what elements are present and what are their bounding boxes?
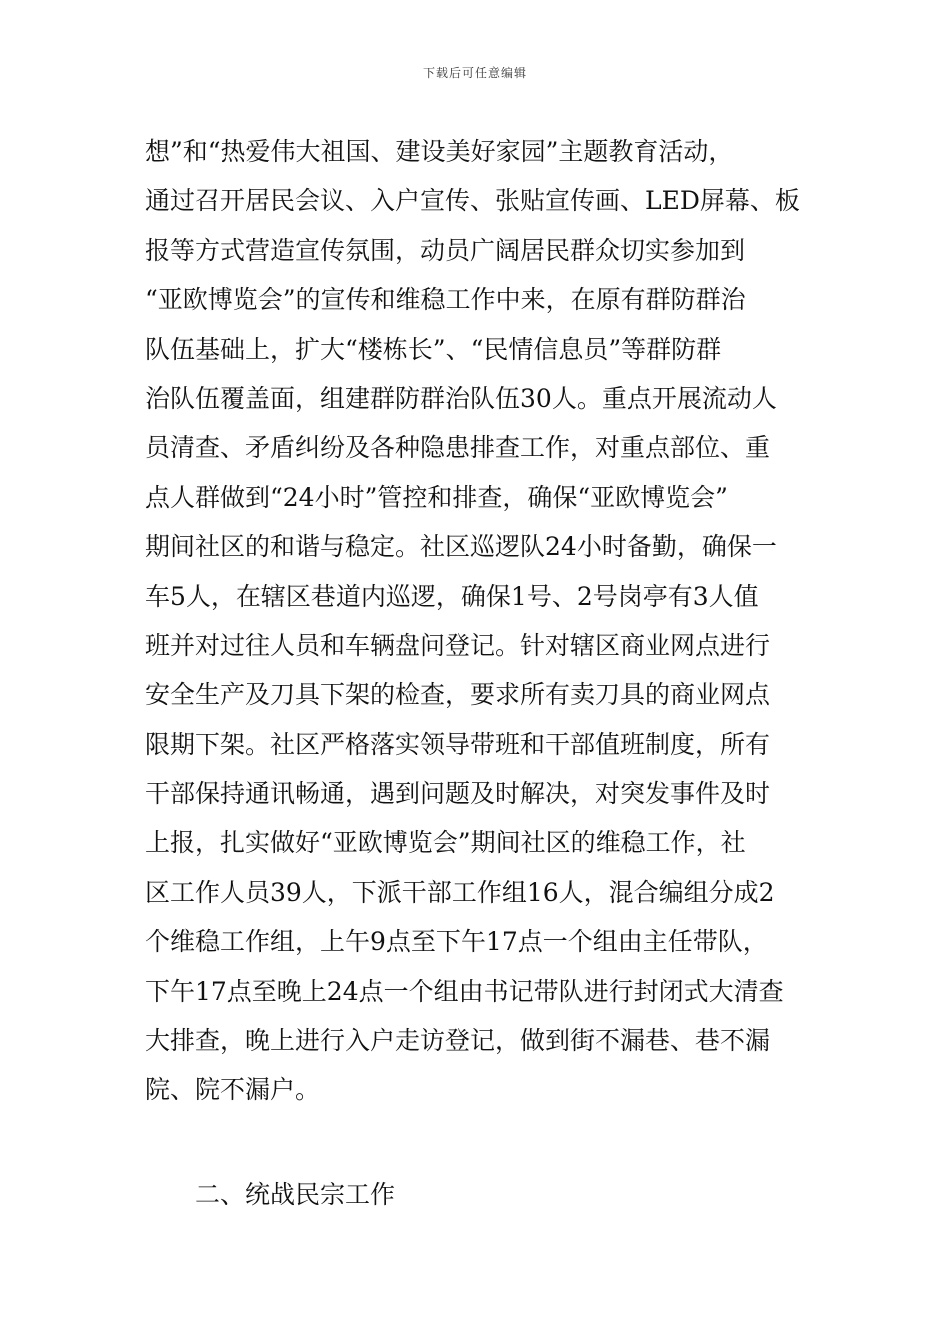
- section-heading: 二、统战民宗工作: [195, 1180, 396, 1209]
- text-line: 班并对过往人员和车辆盘问登记。针对辖区商业网点进行: [145, 630, 771, 660]
- text-line: 期间社区的和谐与稳定。社区巡逻队24小时备勤，确保一: [145, 532, 777, 562]
- body-text: [145, 127, 810, 1115]
- text-line: 院、院不漏户。: [145, 1075, 321, 1105]
- text-line: 员清查、矛盾纠纷及各种隐患排查工作，对重点部位、重: [145, 433, 771, 463]
- text-line: 点人群做到“24小时”管控和排查，确保“亚欧博览会”: [145, 482, 728, 512]
- text-line: 车5人，在辖区巷道内巡逻，确保1号、2号岗亭有3人值: [145, 581, 759, 611]
- text-line: 下午17点至晚上24点一个组由书记带队进行封闭式大清查: [145, 976, 784, 1006]
- text-line: 安全生产及刀具下架的检查，要求所有卖刀具的商业网点: [145, 680, 771, 710]
- text-line: 队伍基础上，扩大“楼栋长”、“民情信息员”等群防群: [145, 334, 722, 364]
- page-header: 下载后可任意编辑: [422, 66, 527, 80]
- text-line: 大排查，晚上进行入户走访登记，做到街不漏巷、巷不漏: [145, 1026, 771, 1056]
- text-line: 想”和“热爱伟大祖国、建设美好家园”主题教育活动，: [145, 137, 734, 166]
- text-line: 个维稳工作组，上午9点至下午17点一个组由主任带队，: [145, 927, 768, 957]
- text-line: 区工作人员39人，下派干部工作组16人，混合编组分成2: [145, 877, 775, 907]
- text-line: 报等方式营造宣传氛围，动员广阔居民群众切实参加到: [145, 235, 746, 265]
- text-line: 治队伍覆盖面，组建群防群治队伍30人。重点开展流动人: [145, 383, 777, 413]
- text-line: 上报，扎实做好“亚欧博览会”期间社区的维稳工作，社: [145, 828, 746, 858]
- text-line: 限期下架。社区严格落实领导带班和干部值班制度，所有: [145, 729, 771, 759]
- text-line: 通过召开居民会议、入户宣传、张贴宣传画、LED屏幕、板: [145, 186, 800, 216]
- text-line: 干部保持通讯畅通，遇到问题及时解决，对突发事件及时: [145, 779, 771, 809]
- text-line: “亚欧博览会”的宣传和维稳工作中来，在原有群防群治: [145, 285, 746, 315]
